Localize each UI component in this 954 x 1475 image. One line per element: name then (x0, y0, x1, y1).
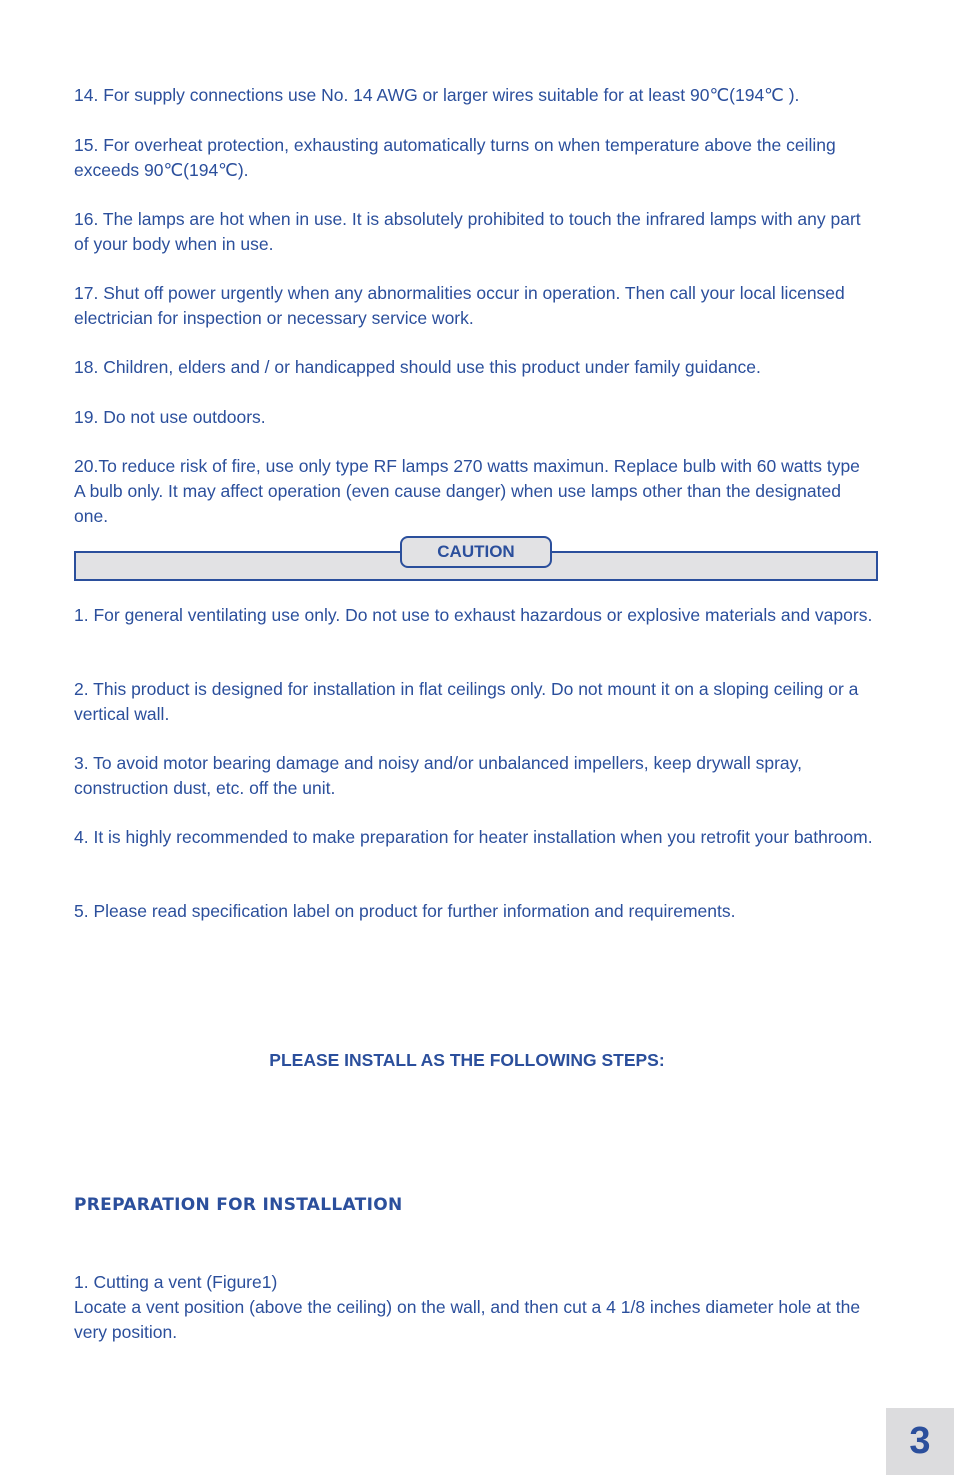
warning-19: 19. Do not use outdoors. (74, 407, 266, 427)
warning-17: 17. Shut off power urgently when any abnormalities occur in operation. Then call your local licensed electrician for inspection or necessary service work. (74, 283, 845, 328)
caution-item-4: 4. It is highly recommended to make preparation for heater installation when you retrofit your bathroom. (74, 827, 873, 847)
caution-item-2: 2. This product is designed for installation in flat ceilings only. Do not mount it on a sloping ceiling or a vertical wall. (74, 679, 859, 724)
caution-item-1: 1. For general ventilating use only. Do not use to exhaust hazardous or explosive materials and vapors. (74, 605, 873, 625)
caution-label: CAUTION (400, 536, 552, 568)
preparation-heading: PREPARATION FOR INSTALLATION (74, 1195, 403, 1215)
warning-14: 14. For supply connections use No. 14 AWG or larger wires suitable for at least 90℃(194℃ ). (74, 85, 800, 105)
warning-16: 16. The lamps are hot when in use. It is absolutely prohibited to touch the infrared lamps with any part of your body when in use. (74, 209, 861, 254)
warning-15: 15. For overheat protection, exhausting automatically turns on when temperature above the ceiling exceeds 90℃(194℃). (74, 135, 836, 180)
warning-18: 18. Children, elders and / or handicapped should use this product under family guidance. (74, 357, 761, 377)
step-1-text: Locate a vent position (above the ceiling) on the wall, and then cut a 4 1/8 inches diameter hole at the very position. (74, 1297, 861, 1342)
caution-item-5: 5. Please read specification label on product for further information and requirements. (74, 901, 736, 921)
step-1-title: 1. Cutting a vent (Figure1) (74, 1272, 278, 1292)
page-number: 3 (886, 1408, 954, 1475)
caution-item-3: 3. To avoid motor bearing damage and noisy and/or unbalanced impellers, keep drywall spray, construction dust, etc. off the unit. (74, 753, 802, 798)
install-steps-heading: PLEASE INSTALL AS THE FOLLOWING STEPS: (269, 1050, 665, 1070)
warning-20: 20.To reduce risk of fire, use only type RF lamps 270 watts maximun. Replace bulb with 60 watts type A bulb only. It may affect operation (even cause danger) when use lamps other than the designated one. (74, 456, 860, 526)
